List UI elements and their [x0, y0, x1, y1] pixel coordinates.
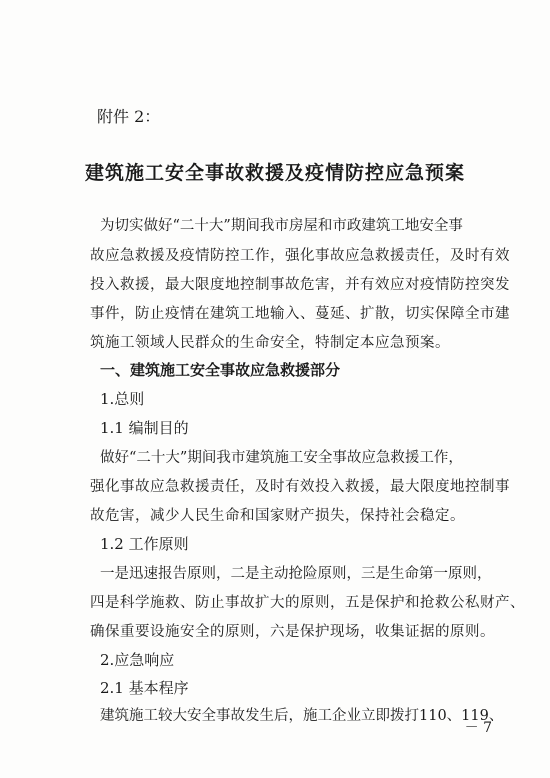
- paragraph-line: 一是迅速报告原则，二是主动抢险原则，三是生命第一原则，: [100, 566, 492, 582]
- paragraph-line: 故危害，减少人民生命和国家财产损失，保持社会稳定。: [90, 508, 465, 524]
- subsection-heading: 1.2 工作原则: [100, 535, 189, 553]
- intro-line: 事件，防止疫情在建筑工地输入、蔓延、扩散，切实保障全市建: [90, 306, 510, 322]
- intro-line: 故应急救援及疫情防控工作，强化事故应急救援责任，及时有效: [90, 248, 510, 264]
- page-number: － 7: [464, 720, 492, 736]
- paragraph-line: 做好“二十大”期间我市建筑施工安全事故应急救援工作，: [100, 450, 463, 466]
- paragraph-line: 四是科学施救、防止事故扩大的原则，五是保护和抢救公私财产、: [90, 595, 525, 611]
- attachment-label: 附件 2：: [97, 107, 161, 126]
- paragraph-line: 强化事故应急救援责任，及时有效投入救援，最大限度地控制事: [90, 479, 510, 495]
- document-title: 建筑施工安全事故救援及疫情防控应急预案: [84, 162, 465, 184]
- section-heading: 一、建筑施工安全事故应急救援部分: [100, 361, 341, 379]
- subsection-heading: 1.总则: [100, 390, 145, 408]
- paragraph-line: 建筑施工较大安全事故发生后，施工企业立即拨打110、119、: [100, 708, 504, 724]
- subsection-heading: 2.应急响应: [100, 651, 175, 669]
- subsection-heading: 1.1 编制目的: [100, 419, 189, 437]
- intro-line: 为切实做好“二十大”期间我市房屋和市政建筑工地安全事: [100, 218, 463, 234]
- paragraph-line: 确保重要设施安全的原则，六是保护现场，收集证据的原则。: [90, 624, 495, 640]
- subsection-heading: 2.1 基本程序: [100, 679, 189, 697]
- intro-line: 投入救援，最大限度地控制事故危害，并有效应对疫情防控突发: [90, 277, 510, 293]
- intro-line: 筑施工领域人民群众的生命安全，特制定本应急预案。: [90, 335, 450, 351]
